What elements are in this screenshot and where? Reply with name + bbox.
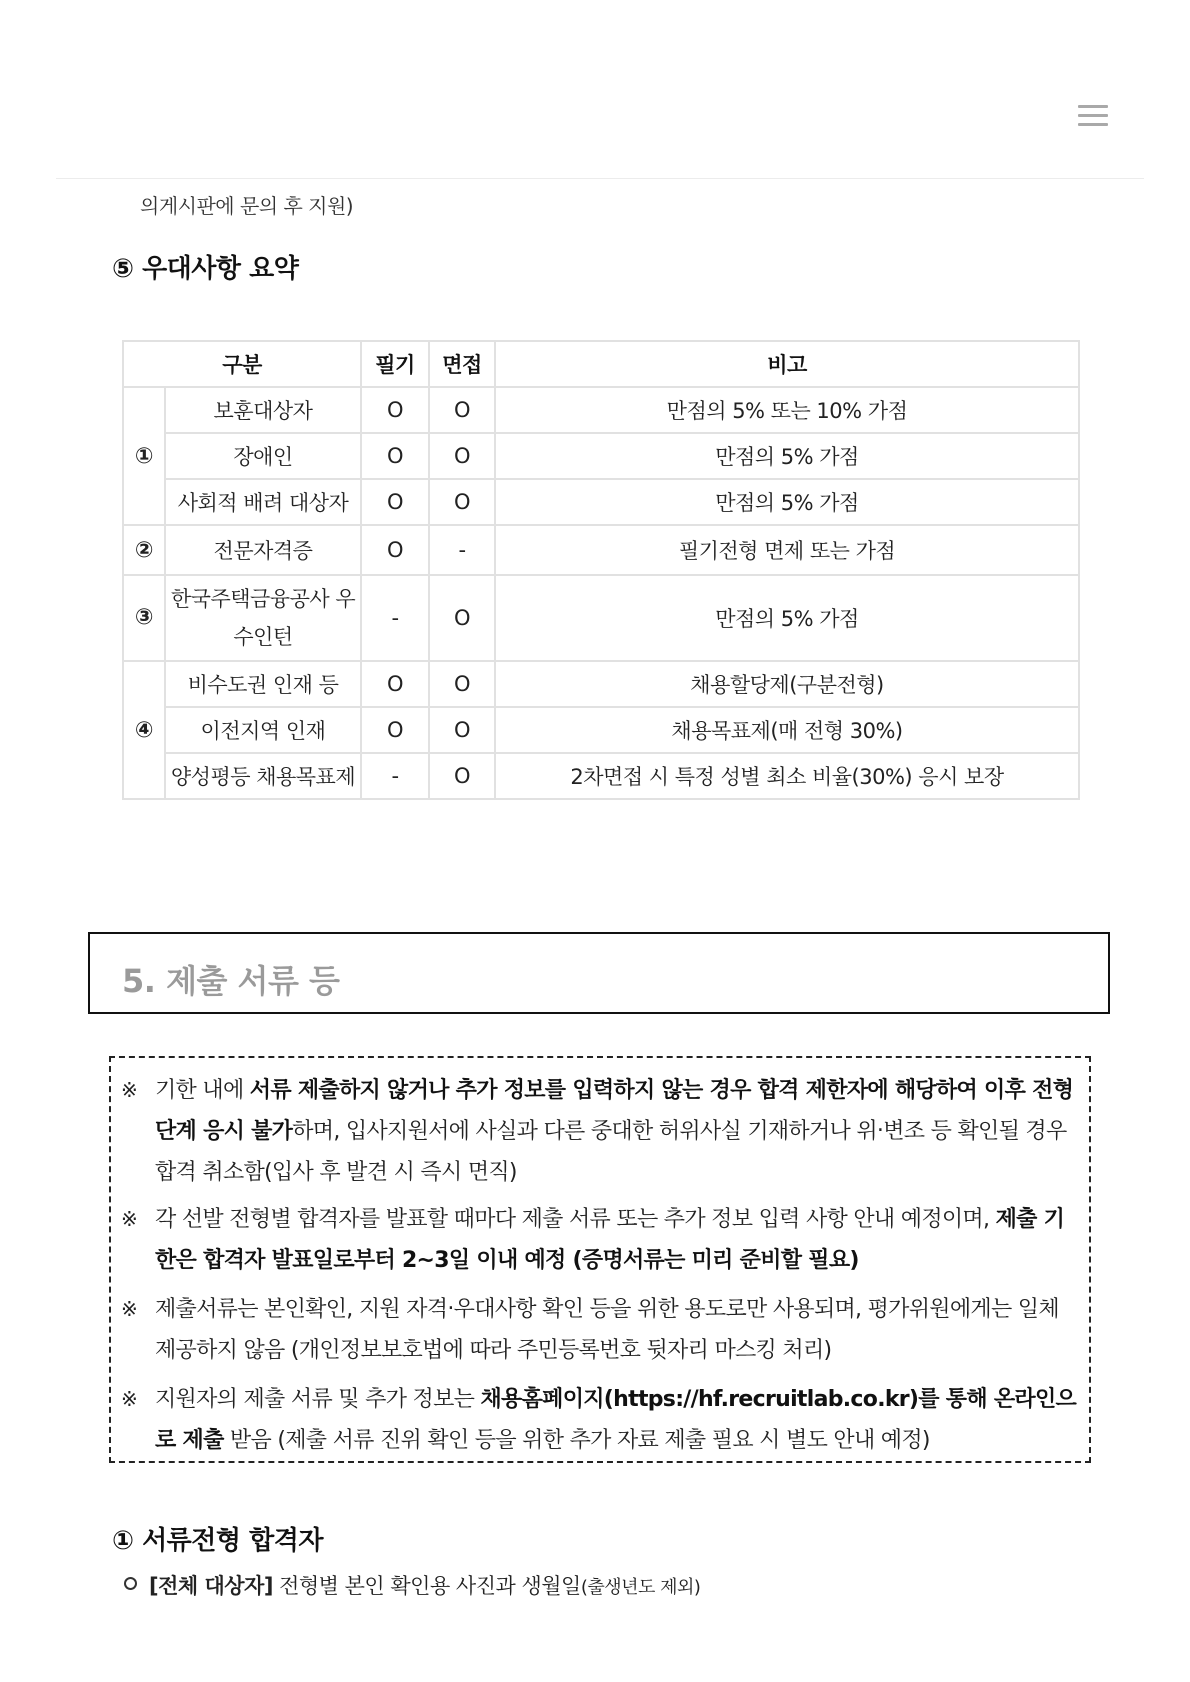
table-row [123,707,1079,753]
notice-mark-icon: ※ [121,1297,138,1321]
bullet-item [124,1570,700,1600]
row-interview: O [429,661,495,707]
row-note: 2차면접 시 특정 성별 최소 비율(30%) 응시 보장 [495,753,1079,799]
notice-text: 각 선발 전형별 합격자를 발표할 때마다 제출 서류 또는 추가 정보 입력 사항 안내 예정이며, [155,1207,996,1232]
row-interview: O [429,479,495,525]
row-name: 장애인 [165,433,361,479]
group-number: ④ [123,661,165,799]
row-written: - [361,753,429,799]
col-header-written: 필기 [361,341,429,387]
notice-text: 기한 내에 [155,1078,250,1103]
row-interview: O [429,575,495,661]
row-written: O [361,707,429,753]
group-number: ② [123,525,165,575]
bullet-bold-label: [전체 대상자] [149,1574,273,1598]
table-row [123,433,1079,479]
group-number: ③ [123,575,165,661]
preference-table [122,340,1080,800]
table-row [123,575,1079,661]
row-written: O [361,661,429,707]
section-5-title: 5. 제출 서류 등 [122,962,340,1000]
row-note: 채용할당제(구분전형) [495,661,1079,707]
table-row [123,387,1079,433]
notice-text: 제출서류는 본인확인, 지원 자격‧우대사항 확인 등을 위한 용도로만 사용되며, 평가위원에게는 일체 제공하지 않음 (개인정보보호법에 따라 주민등록번호 뒷자리 마스킹 처리) [155,1297,1059,1363]
row-interview: O [429,753,495,799]
document-passers-title: ① 서류전형 합격자 [112,1526,323,1556]
table-row [123,661,1079,707]
col-header-interview: 면접 [429,341,495,387]
row-note: 만점의 5% 가점 [495,575,1079,661]
row-written: O [361,387,429,433]
row-name: 사회적 배려 대상자 [165,479,361,525]
hamburger-menu-icon[interactable] [1078,105,1108,131]
notice-text: 지원자의 제출 서류 및 추가 정보는 [155,1387,481,1412]
table-header-row [123,341,1079,387]
notice-item [121,1070,1083,1193]
notice-item [121,1199,1083,1281]
top-bar [56,0,1144,179]
row-note: 채용목표제(매 전형 30%) [495,707,1079,753]
table-row [123,753,1079,799]
notice-mark-icon: ※ [121,1078,138,1102]
notice-link-emphasis: 채용홈페이지(https://hf.recruitlab.co.kr)를 통해 온라인으로 제출 [155,1387,1077,1453]
row-interview: O [429,433,495,479]
section-5-header [88,932,1110,1014]
row-name: 한국주택금융공사 우수인턴 [165,575,361,661]
row-note: 필기전형 면제 또는 가점 [495,525,1079,575]
table-row [123,479,1079,525]
bullet-note: (출생년도 제외) [580,1577,701,1598]
col-header-note: 비고 [495,341,1079,387]
notice-text: 하며, 입사지원서에 사실과 다른 중대한 허위사실 기재하거나 위‧변조 등 확인될 경우 합격 취소함(입사 후 발견 시 즉시 면직) [155,1119,1067,1185]
col-header-category: 구분 [123,341,361,387]
row-name: 이전지역 인재 [165,707,361,753]
notice-item [121,1379,1083,1461]
continued-text: 의게시판에 문의 후 지원) [140,194,354,218]
row-interview: O [429,707,495,753]
group-number: ① [123,387,165,525]
row-name: 양성평등 채용목표제 [165,753,361,799]
notice-mark-icon: ※ [121,1387,138,1411]
row-name: 전문자격증 [165,525,361,575]
notice-emphasis: 제출 기한은 합격자 발표일로부터 2~3일 이내 예정 (증명서류는 미리 준비할 필요) [155,1207,1065,1273]
notice-emphasis: 서류 제출하지 않거나 추가 정보를 입력하지 않는 경우 합격 제한자에 해당하여 이후 전형 단계 응시 불가 [155,1078,1074,1144]
row-note: 만점의 5% 가점 [495,479,1079,525]
row-name: 보훈대상자 [165,387,361,433]
circle-bullet-icon [124,1577,137,1590]
notice-box [109,1056,1091,1463]
notice-text: 받음 (제출 서류 진위 확인 등을 위한 추가 자료 제출 필요 시 별도 안내 예정) [223,1428,930,1453]
row-written: - [361,575,429,661]
bullet-text: 전형별 본인 확인용 사진과 생월일 [272,1574,581,1598]
row-written: O [361,525,429,575]
table-row [123,525,1079,575]
row-interview: - [429,525,495,575]
preference-summary-title: ⑤ 우대사항 요약 [112,254,299,284]
row-written: O [361,433,429,479]
notice-mark-icon: ※ [121,1207,138,1231]
row-note: 만점의 5% 가점 [495,433,1079,479]
notice-item [121,1289,1083,1371]
row-interview: O [429,387,495,433]
row-note: 만점의 5% 또는 10% 가점 [495,387,1079,433]
row-written: O [361,479,429,525]
row-name: 비수도권 인재 등 [165,661,361,707]
